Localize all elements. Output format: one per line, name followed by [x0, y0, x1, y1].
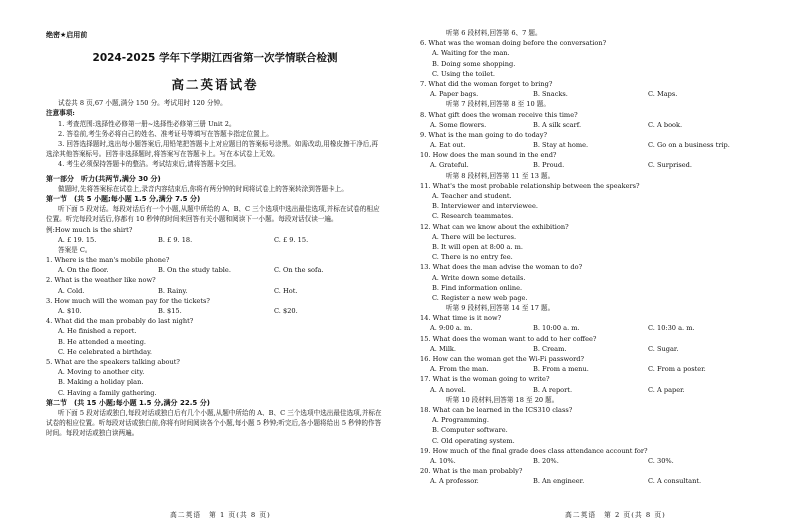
material-6: 听第 6 段材料,回答第 6、7 题。 — [446, 29, 542, 37]
option-b: B. Stay at home. — [533, 141, 589, 150]
notes-title: 注意事项: — [46, 109, 75, 118]
example-option-b: B. £ 9. 18. — [158, 235, 193, 244]
option-a: A. 10%. — [430, 456, 456, 465]
option-a: A. Grateful. — [430, 161, 469, 170]
page-2 — [400, 0, 800, 531]
option-c: C. Hot. — [274, 286, 298, 295]
option-c: C. Go on a business trip. — [648, 141, 730, 150]
question-9-options — [420, 140, 760, 150]
part1-title: 第一部分 听力(共两节,满分 30 分) — [46, 174, 161, 183]
material-10: 听第 10 段材料,回答第 18 至 20 题。 — [446, 395, 559, 404]
question-7: 7. What did the woman forget to bring? — [420, 79, 553, 88]
question-20: 20. What is the man probably? — [420, 467, 523, 476]
option-c: C. $20. — [274, 307, 298, 316]
note-1: 1. 考查范围:选择性必修第一册~选择性必修第三册 Unit 2。 — [58, 119, 236, 128]
question-13: 13. What does the man advise the woman to do? — [420, 263, 583, 272]
option-a: A. Paper bags. — [430, 90, 479, 99]
example-answer: 答案是 C。 — [58, 245, 92, 254]
option-a: A. Eat out. — [430, 141, 466, 150]
question-3-options — [46, 306, 384, 316]
option-c: C. A book. — [648, 120, 683, 129]
option-a: A. Teacher and student. — [432, 192, 512, 200]
note-2: 2. 答卷前,考生务必将自己的姓名、准考证号等填写在答题卡指定位置上。 — [58, 129, 273, 138]
option-a: A. Some flowers. — [430, 120, 487, 129]
question-16-options — [420, 364, 760, 374]
option-b: B. Computer software. — [432, 426, 508, 435]
example-options — [46, 235, 384, 245]
option-a: A. There will be lectures. — [432, 232, 517, 241]
option-b: B. A report. — [533, 385, 573, 394]
question-1: 1. Where is the man's mobile phone? — [46, 256, 170, 265]
option-c: C. From a poster. — [648, 365, 706, 374]
option-a: A. Moving to another city. — [58, 368, 145, 377]
option-a: A. He finished a report. — [58, 327, 137, 336]
option-a: A. $10. — [58, 307, 82, 316]
option-c: C. Having a family gathering. — [58, 388, 157, 397]
question-11: 11. What's the most probable relationship between the speakers? — [420, 181, 640, 190]
option-c: C. Research teammates. — [432, 212, 514, 221]
option-a: A. 9:00 a. m. — [430, 324, 473, 333]
page-footer-left: 高二英语 第 1 页(共 8 页) — [170, 511, 271, 519]
material-7: 听第 7 段材料,回答第 8 至 10 题。 — [446, 100, 550, 109]
question-5: 5. What are the speakers talking about? — [46, 357, 180, 366]
option-b: B. A silk scarf. — [533, 120, 582, 129]
option-c: C. Maps. — [648, 90, 678, 99]
option-c: C. Sugar. — [648, 344, 679, 353]
question-15-options — [420, 344, 760, 354]
option-c: C. He celebrated a birthday. — [58, 347, 153, 356]
exam-subject: 高二英语试卷 — [171, 77, 259, 93]
question-4: 4. What did the man probably do last night? — [46, 317, 194, 326]
example-option-c: C. £ 9. 15. — [274, 235, 309, 244]
option-b: B. Cream. — [533, 344, 567, 353]
option-a: A. A professor. — [430, 477, 479, 486]
section2-instruction: 听下面 5 段对话或独白,每段对话或独白后有几个小题,从题中所给的 A、B、C 三个选项中选出最佳选项,并标在试卷的相应位置。听每段对话或独白前,你将有时间阅读各个小题,每小题 5 秒钟;听完后,各小题将给出 5 秒钟的作答时间。每段对话或独白读两遍。 — [46, 408, 382, 438]
option-a: A. Cold. — [58, 286, 85, 295]
question-7-options — [420, 89, 760, 99]
option-b: B. An engineer. — [533, 477, 585, 486]
option-c: C. Using the toilet. — [432, 69, 495, 78]
question-12: 12. What can we know about the exhibition? — [420, 222, 569, 231]
option-b: B. He attended a meeting. — [58, 337, 147, 346]
option-b: B. From a menu. — [533, 365, 589, 374]
option-a: A. From the man. — [430, 365, 489, 374]
note-4: 4. 考生必须保持答题卡的整洁。考试结束后,请将答题卡交回。 — [58, 160, 240, 169]
material-8: 听第 8 段材料,回答第 11 至 13 题。 — [446, 171, 555, 180]
question-17: 17. What is the woman going to write? — [420, 375, 550, 384]
option-b: B. Proud. — [533, 161, 565, 170]
option-b: B. Find information online. — [432, 283, 523, 292]
option-c: C. There is no entry fee. — [432, 253, 513, 262]
question-15: 15. What does the woman want to add to her coffee? — [420, 334, 597, 343]
option-a: A. A novel. — [430, 385, 466, 394]
option-b: B. On the study table. — [158, 266, 231, 275]
option-a: A. Waiting for the man. — [432, 49, 510, 58]
option-a: A. Programming. — [432, 416, 489, 425]
option-c: C. Old operating system. — [432, 436, 515, 445]
confidential-mark: 绝密★启用前 — [46, 31, 88, 39]
option-b: B. Snacks. — [533, 90, 568, 99]
material-9: 听第 9 段材料,回答第 14 至 17 题。 — [446, 304, 555, 313]
option-b: B. Rainy. — [158, 286, 188, 295]
exam-title: 2024-2025 学年下学期江西省第一次学情联合检测 — [92, 52, 338, 65]
question-20-options — [420, 476, 760, 486]
section1-title: 第一节 (共 5 小题;每小题 1.5 分,满分 7.5 分) — [46, 194, 201, 203]
question-1-options — [46, 265, 384, 275]
question-3: 3. How much will the woman pay for the tickets? — [46, 296, 210, 305]
question-8-options — [420, 120, 760, 130]
page-footer-right: 高二英语 第 2 页(共 8 页) — [565, 511, 666, 519]
option-a: A. On the floor. — [58, 266, 109, 275]
question-19: 19. How much of the final grade does class attendance account for? — [420, 446, 648, 455]
example-question: 例:How much is the shirt? — [46, 225, 133, 234]
option-b: B. $15. — [158, 307, 182, 316]
option-c: C. On the sofa. — [274, 266, 324, 275]
option-c: C. Surprised. — [648, 161, 693, 170]
question-6: 6. What was the woman doing before the conversation? — [420, 39, 607, 48]
section1-instruction: 听下面 5 段对话。每段对话后有一个小题,从题中所给的 A、B、C 三个选项中选出最佳选项,并标在试卷的相应位置。听完每段对话后,你都有 10 秒钟的时间来回答有关小题和阅读下一小题。每段对话仅读一遍。 — [46, 205, 380, 224]
option-b: B. 10:00 a. m. — [533, 324, 580, 333]
section2-title: 第二节 (共 15 小题;每小题 1.5 分,满分 22.5 分) — [46, 398, 210, 407]
question-14: 14. What time is it now? — [420, 314, 502, 323]
note-3: 3. 回答选择题时,选出每小题答案后,用铅笔把答题卡上对应题目的答案标号涂黑。如需改动,用橡皮擦干净后,再选涂其他答案标号。回答非选择题时,将答案写在答题卡上。写在本试卷上无效。 — [46, 139, 379, 159]
option-c: C. A paper. — [648, 385, 685, 394]
option-b: B. Doing some shopping. — [432, 59, 516, 68]
part1-instruction: 做题时,先将答案标在试卷上,录音内容结束后,你将有两分钟的时间将试卷上的答案转涂到答题卡上。 — [58, 184, 348, 193]
option-c: C. Register a new web page. — [432, 293, 528, 302]
question-17-options — [420, 385, 760, 395]
option-b: B. It will open at 8:00 a. m. — [432, 242, 523, 251]
question-16: 16. How can the woman get the Wi-Fi password? — [420, 355, 585, 363]
option-a: A. Milk. — [430, 344, 457, 353]
question-19-options — [420, 456, 760, 466]
question-8: 8. What gift does the woman receive this time? — [420, 110, 578, 119]
question-14-options — [420, 323, 760, 333]
exam-meta: 试卷共 8 页,67 小题,满分 150 分。考试用时 120 分钟。 — [58, 99, 227, 108]
option-b: B. 20%. — [533, 456, 559, 465]
option-b: B. Making a holiday plan. — [58, 378, 144, 387]
option-a: A. Write down some details. — [432, 273, 526, 282]
option-c: C. A consultant. — [648, 477, 702, 486]
question-10-options — [420, 160, 760, 170]
example-option-a: A. £ 19. 15. — [58, 235, 97, 244]
option-c: C. 10:30 a. m. — [648, 324, 695, 333]
question-18: 18. What can be learned in the ICS310 class? — [420, 405, 573, 414]
question-2-options — [46, 286, 384, 296]
question-10: 10. How does the man sound in the end? — [420, 151, 557, 160]
question-9: 9. What is the man going to do today? — [420, 130, 547, 139]
option-c: C. 30%. — [648, 456, 674, 465]
option-b: B. Interviewer and interviewee. — [432, 202, 538, 211]
question-2: 2. What is the weather like now? — [46, 276, 156, 285]
